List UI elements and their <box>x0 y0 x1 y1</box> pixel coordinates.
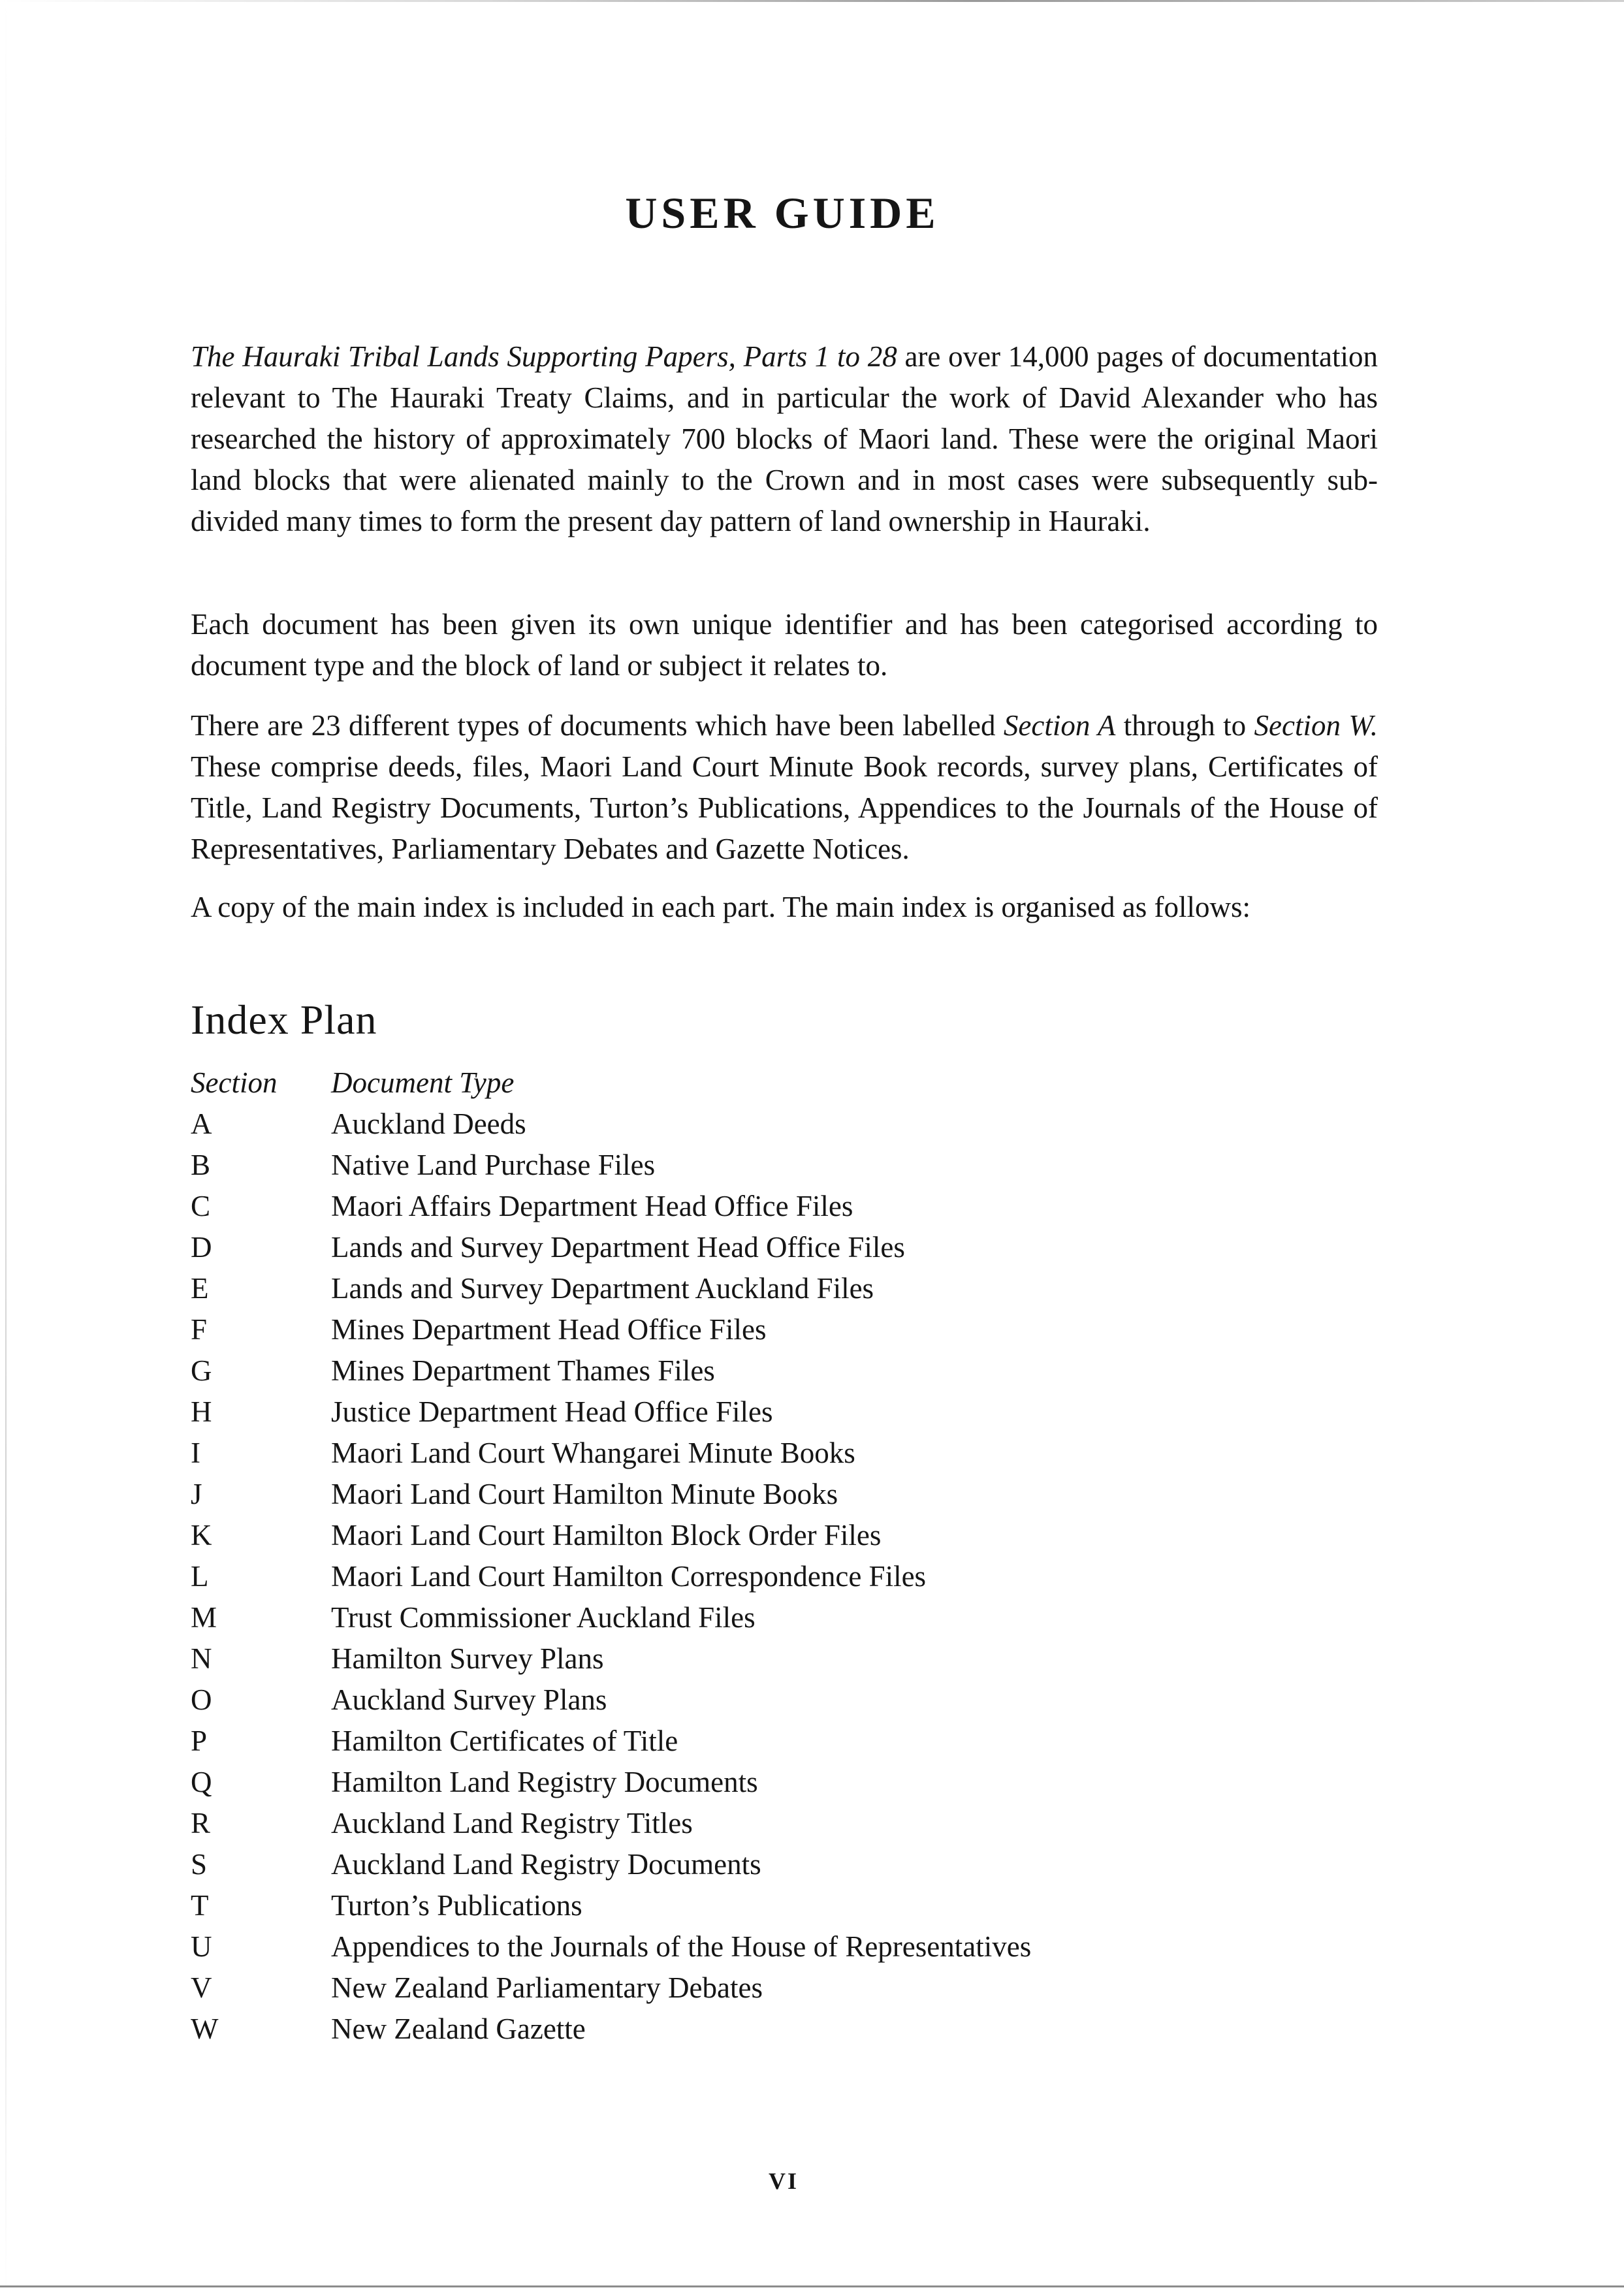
index-document-type: Hamilton Certificates of Title <box>331 1725 678 1757</box>
index-document-type: Hamilton Land Registry Documents <box>331 1766 758 1798</box>
index-header-row <box>191 1062 1170 1104</box>
index-document-type: Auckland Land Registry Titles <box>331 1807 693 1839</box>
page-title: USER GUIDE <box>625 188 940 238</box>
index-document-type: Maori Land Court Hamilton Correspondence Files <box>331 1560 927 1593</box>
index-section-letter: D <box>191 1231 212 1264</box>
index-row <box>191 1227 1170 1268</box>
index-section-letter: C <box>191 1190 211 1222</box>
index-row <box>191 1145 1170 1186</box>
index-row <box>191 1721 1170 1762</box>
index-document-type: Mines Department Head Office Files <box>331 1313 767 1346</box>
index-section-letter: E <box>191 1272 209 1305</box>
index-document-type: Lands and Survey Department Auckland Files <box>331 1272 874 1305</box>
section-column-header: Section <box>191 1066 278 1099</box>
intro-paragraph <box>191 336 1378 542</box>
page-number: VI <box>768 2168 799 2194</box>
document-type-column-header: Document Type <box>331 1066 515 1099</box>
index-row <box>191 1433 1170 1474</box>
scan-edge-left <box>5 0 7 2292</box>
index-row <box>191 1967 1170 2009</box>
index-section-letter: V <box>191 1971 212 2004</box>
scan-edge-top <box>0 0 1624 2</box>
index-section-letter: G <box>191 1354 212 1387</box>
index-section-letter: H <box>191 1395 212 1428</box>
index-section-letter: U <box>191 1930 212 1963</box>
index-section-letter: K <box>191 1519 212 1552</box>
index-section-letter: P <box>191 1725 208 1757</box>
index-row <box>191 1556 1170 1597</box>
section-a-ref: Section A <box>1003 709 1116 742</box>
index-document-type: Trust Commissioner Auckland Files <box>331 1601 756 1634</box>
index-row <box>191 1186 1170 1227</box>
main-index-paragraph: A copy of the main index is included in each part. The main index is organised as follows: <box>191 891 1250 923</box>
index-row <box>191 1309 1170 1350</box>
index-section-letter: N <box>191 1642 212 1675</box>
index-document-type: Appendices to the Journals of the House of Representatives <box>331 1930 1032 1963</box>
index-row <box>191 1515 1170 1556</box>
document-types-text-2: through to <box>1115 709 1254 742</box>
index-document-type: Mines Department Thames Files <box>331 1354 715 1387</box>
index-document-type: Hamilton Survey Plans <box>331 1642 604 1675</box>
document-types-paragraph <box>191 705 1378 870</box>
index-section-letter: W <box>191 2013 219 2045</box>
index-row <box>191 1679 1170 1721</box>
document-types-text-3: These comprise deeds, files, Maori Land Court Minute Book records, survey plans, Certificates of Title, Land Registry Documents, Turton’s Publications, Appendices to the Journals of the House of Representatives, Parliamentary Debates and Gazette Notices. <box>191 750 1378 865</box>
index-section-letter: A <box>191 1107 212 1140</box>
index-row <box>191 1392 1170 1433</box>
index-document-type: Native Land Purchase Files <box>331 1149 656 1181</box>
index-row <box>191 1885 1170 1926</box>
index-row <box>191 1268 1170 1309</box>
index-section-letter: M <box>191 1601 217 1634</box>
index-section-letter: R <box>191 1807 211 1839</box>
index-document-type: Turton’s Publications <box>331 1889 582 1922</box>
scan-edge-bottom <box>0 2285 1624 2287</box>
index-row <box>191 1638 1170 1679</box>
index-section-letter: T <box>191 1889 209 1922</box>
index-document-type: Auckland Deeds <box>331 1107 526 1140</box>
index-row <box>191 1803 1170 1844</box>
index-row <box>191 1597 1170 1638</box>
index-document-type: Maori Land Court Hamilton Minute Books <box>331 1478 838 1510</box>
index-document-type: Auckland Survey Plans <box>331 1683 607 1716</box>
index-section-letter: F <box>191 1313 208 1346</box>
index-row <box>191 1844 1170 1885</box>
index-section-letter: B <box>191 1149 211 1181</box>
index-document-type: Maori Affairs Department Head Office Files <box>331 1190 853 1222</box>
index-document-type: Maori Land Court Whangarei Minute Books <box>331 1437 855 1469</box>
index-section-letter: L <box>191 1560 209 1593</box>
index-row <box>191 1926 1170 1967</box>
index-document-type: Auckland Land Registry Documents <box>331 1848 761 1881</box>
index-row <box>191 1474 1170 1515</box>
intro-paragraph-text: are over 14,000 pages of documentation relevant to The Hauraki Treaty Claims, and in particular the work of David Alexander who has researched the history of approximately 700 blocks of Maori land. These were the original Maori land blocks that were alienated mainly to the Crown and in most cases were subsequently sub-divided many times to form the present day pattern of land ownership in Hauraki. <box>191 340 1378 537</box>
index-section-letter: J <box>191 1478 202 1510</box>
index-row <box>191 1350 1170 1392</box>
index-plan-table <box>191 1062 1170 2050</box>
index-document-type: Justice Department Head Office Files <box>331 1395 773 1428</box>
index-rows <box>191 1104 1170 2050</box>
index-section-letter: O <box>191 1683 212 1716</box>
index-plan-heading: Index Plan <box>191 996 377 1043</box>
index-section-letter: Q <box>191 1766 212 1798</box>
index-document-type: Lands and Survey Department Head Office Files <box>331 1231 905 1264</box>
index-section-letter: S <box>191 1848 208 1881</box>
index-document-type: New Zealand Parliamentary Debates <box>331 1971 763 2004</box>
index-row <box>191 2009 1170 2050</box>
section-w-ref: Section W. <box>1254 709 1378 742</box>
index-document-type: New Zealand Gazette <box>331 2013 586 2045</box>
document-types-text-1: There are 23 different types of documents which have been labelled <box>191 709 1004 742</box>
index-row <box>191 1104 1170 1145</box>
index-document-type: Maori Land Court Hamilton Block Order Files <box>331 1519 882 1552</box>
index-row <box>191 1762 1170 1803</box>
publication-title: The Hauraki Tribal Lands Supporting Papers, Parts 1 to 28 <box>191 340 897 373</box>
index-section-letter: I <box>191 1437 200 1469</box>
identifier-paragraph: Each document has been given its own unique identifier and has been categorised according to document type and the block of land or subject it relates to. <box>191 608 1378 682</box>
